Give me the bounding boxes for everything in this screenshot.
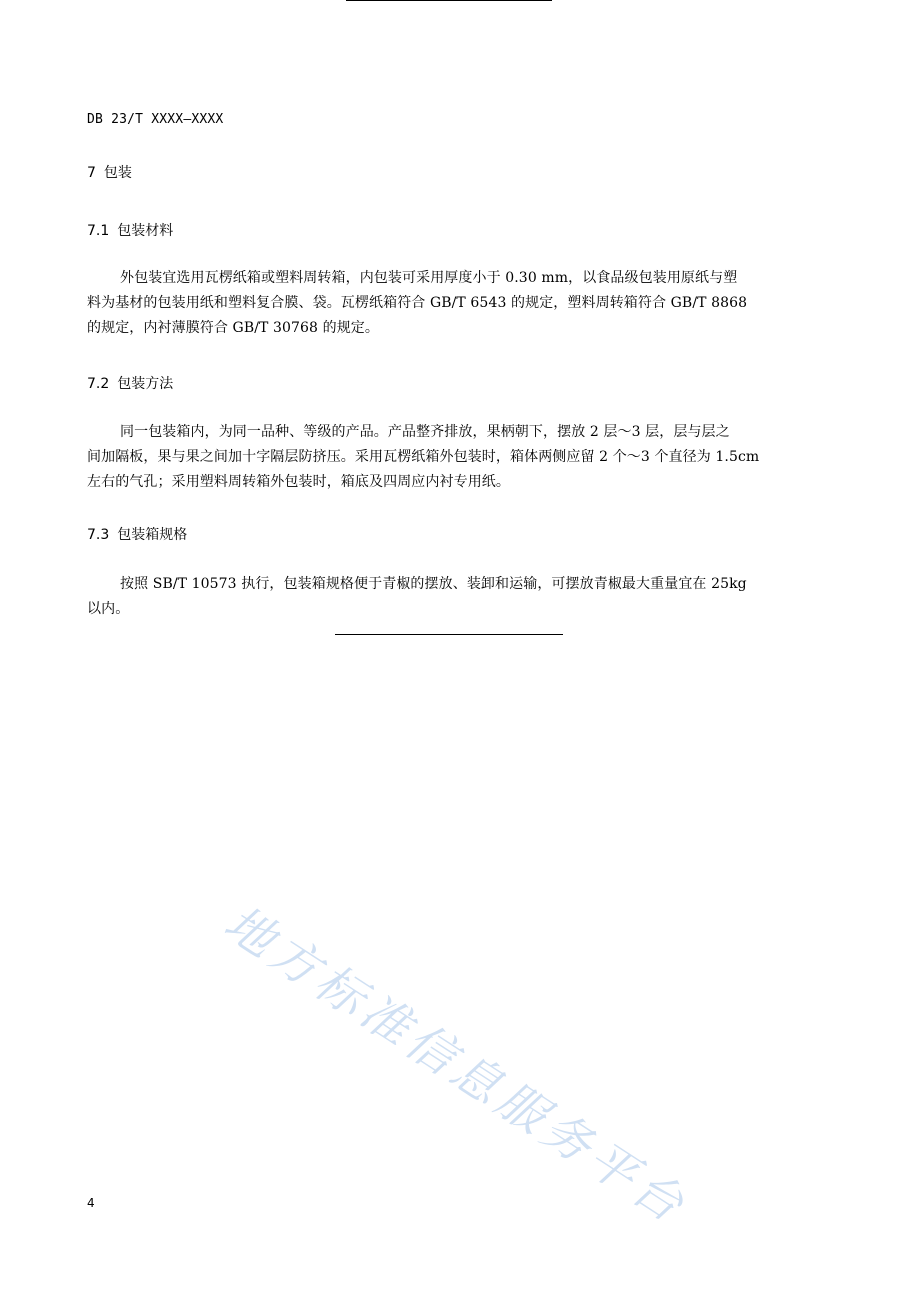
paragraph-line: 间加隔板，果与果之间加十字隔层防挤压。采用瓦楞纸箱外包装时，箱体两侧应留 2 个～3 个直径为 1.5cm [87, 449, 760, 465]
section-7-3-heading [87, 524, 187, 544]
section-7-title: 包装 [103, 165, 132, 181]
section-7-number: 7 [87, 165, 96, 181]
top-rule [346, 0, 552, 1]
document-code-header: DB 23/T XXXX—XXXX [87, 112, 224, 127]
paragraph-line: 左右的气孔；采用塑料周转箱外包装时，箱底及四周应内衬专用纸。 [87, 474, 510, 490]
section-7-1-number: 7.1 [87, 223, 110, 239]
section-7-2-heading [87, 373, 173, 393]
section-7-3-number: 7.3 [87, 527, 110, 543]
paragraph-line: 按照 SB/T 10573 执行，包装箱规格便于青椒的摆放、装卸和运输，可摆放青椒最大重量宜在 25kg [120, 576, 747, 592]
section-7-heading [87, 162, 132, 182]
end-of-standard-rule [335, 634, 563, 635]
section-7-3-paragraph [87, 572, 812, 622]
paragraph-line: 料为基材的包装用纸和塑料复合膜、袋。瓦楞纸箱符合 GB/T 6543 的规定，塑料周转箱符合 GB/T 8868 [87, 295, 748, 311]
section-7-1-paragraph [87, 266, 812, 341]
paragraph-line: 以内。 [87, 601, 130, 617]
section-7-2-title: 包装方法 [117, 376, 174, 392]
paragraph-line: 外包装宜选用瓦楞纸箱或塑料周转箱，内包装可采用厚度小于 0.30 mm，以食品级包装用原纸与塑 [120, 270, 738, 286]
section-7-2-number: 7.2 [87, 376, 110, 392]
page-number: 4 [87, 1196, 95, 1210]
section-7-1-title: 包装材料 [117, 223, 174, 239]
section-7-1-heading [87, 220, 173, 240]
paragraph-line: 同一包装箱内，为同一品种、等级的产品。产品整齐排放，果柄朝下，摆放 2 层～3 层，层与层之 [120, 424, 730, 440]
section-7-3-title: 包装箱规格 [117, 527, 188, 543]
paragraph-line: 的规定，内衬薄膜符合 GB/T 30768 的规定。 [87, 320, 380, 336]
section-7-2-paragraph [87, 420, 812, 495]
watermark: 地方标准信息服务平台 [214, 894, 698, 1236]
